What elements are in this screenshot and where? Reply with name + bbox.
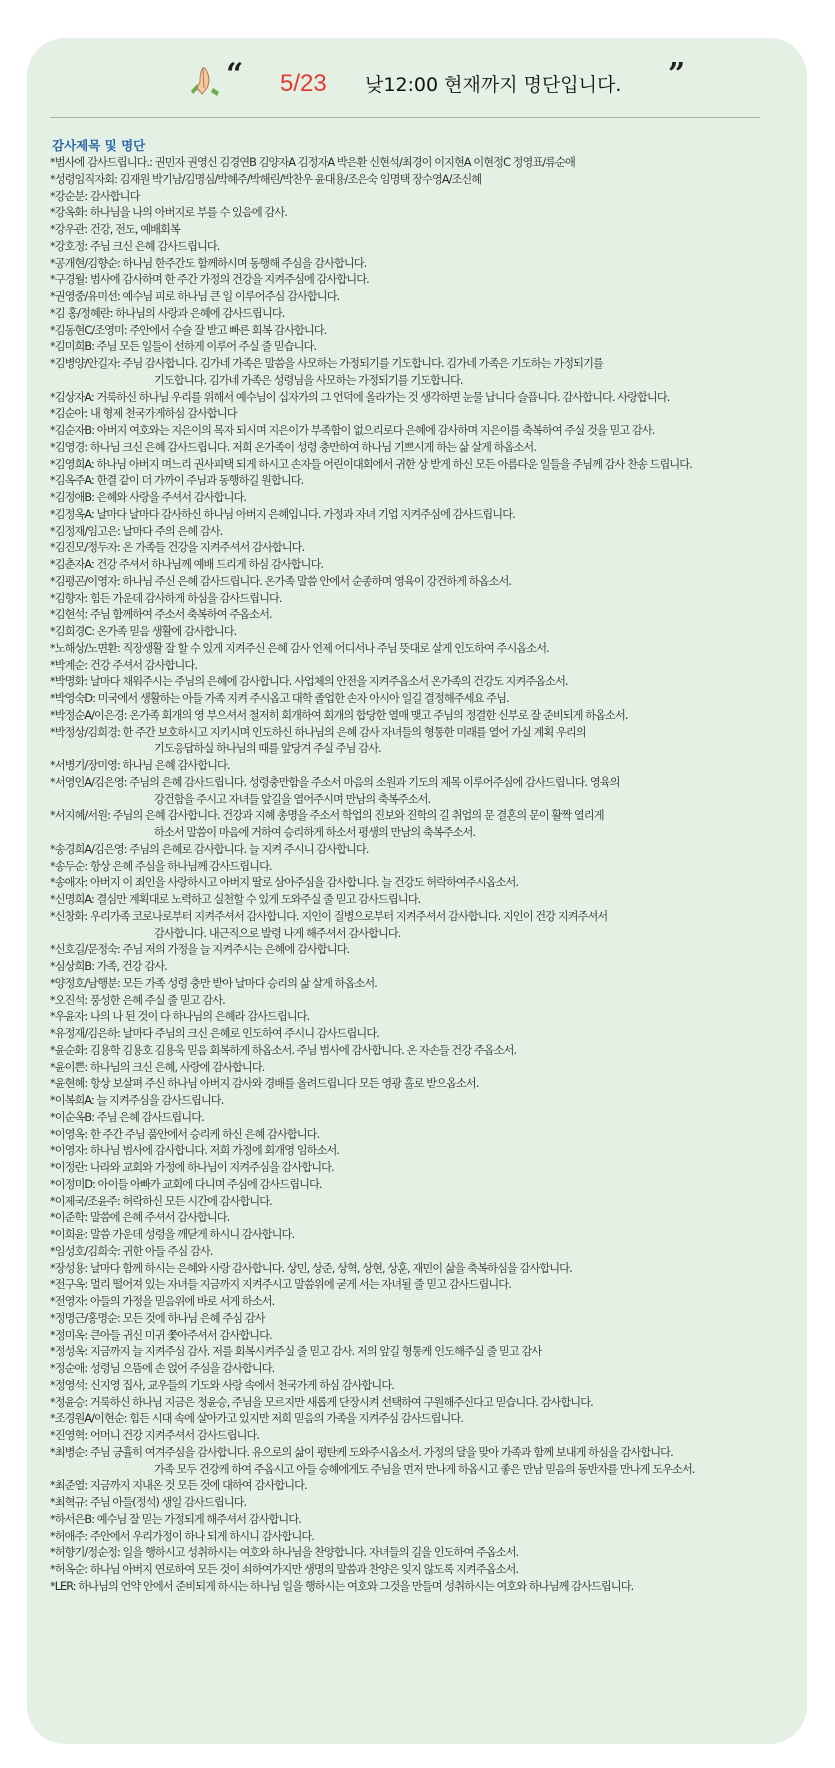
- list-item: *김현석: 주님 함께하여 주소서 축복하여 주옵소서.: [50, 608, 272, 622]
- list-item: *정윤승: 거룩하신 하나님 지금은 정윤승, 주님을 모르지만 새롭게 단장시켜 선택하여 구원해주신다고 믿습니다. 감사합니다.: [50, 1395, 593, 1409]
- list-item: *송두순: 항상 은혜 주심을 하나님께 감사드립니다.: [50, 859, 272, 873]
- list-item: *김진모/정두자: 온 가족들 건강을 지켜주셔서 감사합니다.: [50, 541, 305, 555]
- list-item: *김향자: 힘든 가운데 감사하게 하심을 감사드립니다.: [50, 591, 282, 605]
- list-item: *김미희B: 주님 모든 일들이 선하게 이루어 주실 줄 믿습니다.: [50, 340, 317, 354]
- list-item: *강호정: 주님 크신 은혜 감사드립니다.: [50, 239, 220, 253]
- list-item: *김영경: 하나님 크신 은혜 감사드립니다. 저희 온가족이 성령 충만하여 하나님 기쁘시게 하는 삶 살게 하옵소서.: [50, 440, 536, 454]
- list-item: *최혁규: 주님 아들(정석) 생일 감사드립니다.: [50, 1496, 247, 1509]
- list-item: *최병순: 주님 긍휼히 여겨주심을 감사합니다. 유으로의 삶이 평탄케 도와주시옵소서. 가정의 달을 맞아 가족과 함께 보내게 하심을 감사합니다.: [50, 1445, 673, 1459]
- list-item: *허애주: 주안에서 우리가정이 하나 되게 하시니 감사합니다.: [50, 1529, 314, 1543]
- list-item: *서영인A/김은영: 주님의 은혜 감사드립니다. 성령충만함을 주소서 마음의 소원과 기도의 제목 이루어주심에 감사드립니다. 영육의: [50, 775, 620, 789]
- list-item: *김순아: 내 형제 천국가게하심 감사합니다: [50, 407, 237, 421]
- list-item-continuation: 가족 모두 건강케 하여 주옵시고 아들 승혜에게도 주님을 먼저 만나게 하옵시고 좋은 만남 믿음의 동반자를 만나게 도우소서.: [154, 1462, 695, 1476]
- list-item: *서병기/장미영: 하나님 은혜 감사합니다.: [50, 759, 230, 772]
- header-date: 5/23: [280, 70, 327, 97]
- list-item: *송경희A/김은영: 주님의 은혜로 감사합니다. 늘 지켜 주시니 감사합니다.: [50, 842, 369, 856]
- list-item: *임성호/김희숙: 귀한 아들 주심 감사.: [50, 1244, 213, 1258]
- list-item: *김순자B: 아버지 여호와는 지은이의 목자 되시며 지은이가 부족함이 없으리로다 은혜에 감사하며 지은이를 축복하여 주실 것을 믿고 감사.: [50, 424, 655, 437]
- list-item: *박계순: 건강 주셔서 감사합니다.: [50, 658, 197, 672]
- list-item: *정미옥: 큰아들 귀신 미귀 쫓아주셔서 감사합니다.: [50, 1328, 272, 1342]
- list-item: *유정재/김은하: 날마다 주님의 크신 은혜로 인도하여 주시니 감사드립니다.: [50, 1027, 379, 1040]
- list-item: *강순분: 감사합니다: [50, 189, 140, 203]
- list-item: *이순옥B: 주님 은혜 감사드립니다.: [50, 1110, 204, 1124]
- list-item: *오진석: 풍성한 은혜 주실 줄 믿고 감사.: [50, 993, 225, 1007]
- list-item-continuation: 하소서 말씀이 마음에 거하여 승리하게 하소서 평생의 만남의 축복주소서.: [154, 826, 476, 839]
- list-item: *성령임직자회: 김재원 박기남/김명심/박혜주/박해린/박찬우 윤대용/조은숙 임명택 장수영A/조신혜: [50, 172, 482, 186]
- list-item: *김정옥A: 날마다 날마다 감사하신 하나님 아버지 은혜입니다. 가정과 자녀 기업 지켜주심에 감사드립니다.: [50, 507, 515, 521]
- list-item: *김상자A: 거룩하신 하나님 우리를 위해서 예수님이 십자가의 그 언덕에 올라가는 것 생각하면 눈물 납니다 슬픕니다. 감사합니다. 사랑합니다.: [50, 390, 670, 404]
- section-title: 감사제목 및 명단: [52, 138, 146, 153]
- list-item: *조경원A/이현순: 힘든 시대 속에 살아가고 있지만 저희 믿음의 가족을 지켜주심 감사드립니다.: [50, 1412, 463, 1426]
- list-item: *신명희A: 결심만 계획대로 노력하고 실천할 수 있게 도와주실 줄 믿고 감사드립니다.: [50, 893, 421, 906]
- list-item: *LER: 하나님의 언약 안에서 준비되게 하시는 하나님 일을 행하시는 여호와 그것을 만들며 성취하시는 여호와 하나님께 감사드립니다.: [50, 1579, 634, 1593]
- thanks-list: [50, 155, 780, 1596]
- list-item: *박명화: 날마다 채워주시는 주님의 은혜에 감사합니다. 사업체의 안전을 지켜주옵소서 온가족의 건강도 지켜주옵소서.: [50, 675, 568, 689]
- list-item: *허옥순: 하나님 아버지 연로하여 모든 것이 쇠하여가지만 생명의 말씀과 찬양은 잊지 않도록 지켜주옵소서.: [50, 1563, 519, 1576]
- list-item: *전영자: 아들의 가정을 믿음위에 바로 서게 하소서.: [50, 1295, 275, 1308]
- list-item: *이준학: 말씀에 은혜 주셔서 감사합니다.: [50, 1211, 230, 1225]
- header-title: 낮12:00 현재까지 명단입니다.: [365, 74, 622, 96]
- list-item: *이희윤: 말씀 가운데 성령을 깨닫게 하시니 감사합니다.: [50, 1228, 295, 1241]
- list-item: *김영희A: 하나님 아버지 며느리 권사피택 되게 하시고 손자들 어린이대회에서 귀한 상 받게 하신 모든 아름다운 일들을 주님께 감사 찬송 드립니다.: [50, 457, 692, 471]
- open-quote: “: [226, 57, 244, 92]
- list-item: *이복희A: 늘 지켜주심을 감사드립니다.: [50, 1094, 224, 1107]
- list-item: *정명근/홍명순: 모든 것에 하나님 은혜 주심 감사: [50, 1311, 265, 1325]
- list-item: *송애자: 아버지 이 죄인을 사랑하시고 아버지 딸로 삼아주심을 감사합니다. 늘 건강도 허락하여주시옵소서.: [50, 876, 519, 890]
- list-item: *신창화: 우리가족 코로나로부터 지켜주셔서 감사합니다. 지인이 질병으로부터 지켜주셔서 감사합니다. 지인이 건강 지켜주셔서: [50, 909, 608, 923]
- list-item: *심상희B: 가족, 건강 감사.: [50, 960, 167, 973]
- list-item: *정순애: 성령님 으뜸에 손 얹어 주심을 감사합니다.: [50, 1362, 275, 1375]
- list-item: *이정란: 나라와 교회와 가정에 하나님이 지켜주심을 감사합니다.: [50, 1161, 334, 1174]
- list-item: *우윤자: 나의 나 된 것이 다 하나님의 은혜라 감사드립니다.: [50, 1010, 310, 1024]
- list-item: *윤현혜: 항상 보살펴 주신 하나님 아버지 감사와 경배를 올려드립니다 모든 영광 홀로 받으옵소서.: [50, 1077, 479, 1091]
- list-item: *전구옥: 멀리 떨어져 있는 자녀들 지금까지 지켜주시고 말씀위에 굳게 서는 자녀될 줄 믿고 감사드립니다.: [50, 1278, 511, 1292]
- list-item: *박정순A/이은경: 온가족 회개의 영 부으셔서 철저히 회개하여 회개의 합당한 열매 맺고 주님의 정결한 신부로 잘 준비되게 하옵소서.: [50, 708, 628, 722]
- list-item: *김정재/임고은: 날마다 주의 은혜 감사.: [50, 524, 223, 538]
- list-item: *김동현C/조영미: 주안에서 수술 잘 받고 빠른 회복 감사합니다.: [50, 323, 327, 337]
- list-item: *장성용: 날마다 함께 하시는 은혜와 사랑 감사합니다. 상민, 상준, 상혁, 상현, 상훈, 재민이 삶을 축복하심을 감사합니다.: [50, 1261, 572, 1275]
- list-item: *윤이쁜: 하나님의 크신 은혜, 사랑에 감사합니다.: [50, 1060, 265, 1074]
- list-item: *김희경C: 온가족 믿음 생활에 감사합니다.: [50, 625, 237, 638]
- list-item: *구경월: 범사에 감사하며 한 주간 가정의 건강을 지켜주심에 감사합니다.: [50, 273, 369, 287]
- close-quote: ”: [668, 57, 686, 92]
- list-item: *김 홍/정혜란: 하나님의 사랑과 은혜에 감사드립니다.: [50, 306, 285, 320]
- list-item: *박정상/김희경: 한 주간 보호하시고 지키시며 인도하신 하나님의 은혜 감사 자녀들의 형통한 미래를 열어 가실 계획 우리의: [50, 725, 586, 739]
- praying-hands-icon: [185, 64, 223, 100]
- list-item: *정영석: 신지영 집사, 교우들의 기도와 사랑 속에서 천국가게 하심 감사합니다.: [50, 1378, 394, 1392]
- list-item: *공개현/김향순: 하나님 한주간도 함께하시며 동행해 주심을 감사합니다.: [50, 256, 367, 270]
- list-item: *이영자: 하나님 범사에 감사합니다. 저희 가정에 회개영 임하소서.: [50, 1144, 340, 1158]
- list-item: *정성옥: 지금까지 늘 지켜주심 감사. 저를 회복시켜주실 줄 믿고 감사. 저의 앞길 형통케 인도해주실 줄 믿고 감사: [50, 1345, 542, 1359]
- list-item: *권영중/유미선: 예수님 피로 하나님 큰 일 이루어주심 감사합니다.: [50, 290, 340, 303]
- list-item: *윤순화: 김용학 김용호 김용욱 믿음 회복하게 하옵소서. 주님 범사에 감사합니다. 온 자손들 건강 주옵소서.: [50, 1043, 517, 1057]
- list-item: *신호길/문정숙: 주님 저의 가정을 늘 지켜주시는 은혜에 감사합니다.: [50, 943, 350, 957]
- list-item: *진영혁: 어머니 건강 지켜주셔서 감사드립니다.: [50, 1429, 260, 1442]
- list-item: *강옥화: 하나님을 나의 아버지로 부를 수 있음에 감사.: [50, 206, 287, 220]
- list-item: *노해상/노면환: 직장생활 잘 할 수 있게 지켜주신 은혜 감사 언제 어디서나 주님 뜻대로 살게 인도하여 주시옵소서.: [50, 641, 549, 655]
- list-item: *하서은B: 예수님 잘 믿는 가정되게 해주셔서 감사합니다.: [50, 1512, 301, 1526]
- list-item: *김옥주A: 한결 같이 더 가까이 주님과 동행하길 원합니다.: [50, 474, 304, 488]
- list-item: *김춘자A: 건강 주셔서 하나님께 예배 드리게 하심 감사합니다.: [50, 558, 324, 571]
- list-item: *양정호/남행분: 모든 가족 성령 충만 받아 날마다 승리의 삶 살게 하옵소서.: [50, 976, 377, 990]
- list-item-continuation: 기도응답하실 하나님의 때를 앞당겨 주실 주님 감사.: [154, 742, 381, 756]
- list-item: *최준열: 지금까지 지내온 것 모든 것에 대하여 감사합니다.: [50, 1479, 307, 1493]
- list-item: *이정미D: 아이들 아빠가 교회에 다니며 주심에 감사드립니다.: [50, 1177, 322, 1191]
- list-item: *강우관: 건강, 전도, 예배회복: [50, 223, 180, 236]
- list-item: *이제국/조윤주: 허락하신 모든 시간에 감사합니다.: [50, 1194, 272, 1208]
- list-item: *허향기/정순정: 일을 행하시고 성취하시는 여호와 하나님을 찬양합니다. 자녀들의 길을 인도하여 주옵소서.: [50, 1546, 519, 1560]
- list-item-continuation: 기도합니다. 김가네 가족은 성령님을 사모하는 가정되기를 기도합니다.: [154, 373, 463, 387]
- list-item-continuation: 감사합니다. 내근직으로 발령 나게 해주셔서 감사합니다.: [154, 926, 401, 940]
- list-item: *이영옥: 한 주간 주님 품안에서 승리케 하신 은혜 감사합니다.: [50, 1127, 320, 1141]
- list-item: *박영숙D: 미국에서 생활하는 아들 가족 지켜 주시옵고 대학 졸업한 손자 아시아 일길 결정해주세요 주님.: [50, 692, 509, 705]
- header-divider: [50, 117, 760, 118]
- list-item: *김병양/안길자: 주님 감사합니다. 김가네 가족은 말씀을 사모하는 가정되기를 기도합니다. 김가네 가족은 기도하는 가정되기를: [50, 357, 603, 370]
- list-item-continuation: 강건함을 주시고 자녀들 앞길을 열어주시며 만남의 축복주소서.: [154, 792, 431, 806]
- list-item: *서지혜/서원: 주님의 은혜 감사합니다. 건강과 지혜 총명을 주소서 학업의 진보와 진학의 길 취업의 문 결혼의 문이 활짝 열리게: [50, 809, 604, 823]
- list-item: *범사에 감사드립니다.: 권민자 권영신 김경연B 김양자A 김정자A 박은환 신현석/최경이 이지현A 이현정C 정영표/류순애: [50, 156, 575, 169]
- list-item: *김정애B: 은혜와 사랑을 주셔서 감사합니다.: [50, 491, 247, 504]
- list-item: *김평곤/이영자: 하나님 주신 은혜 감사드립니다. 온가족 말씀 안에서 순종하며 영육이 강건하게 하옵소서.: [50, 574, 512, 588]
